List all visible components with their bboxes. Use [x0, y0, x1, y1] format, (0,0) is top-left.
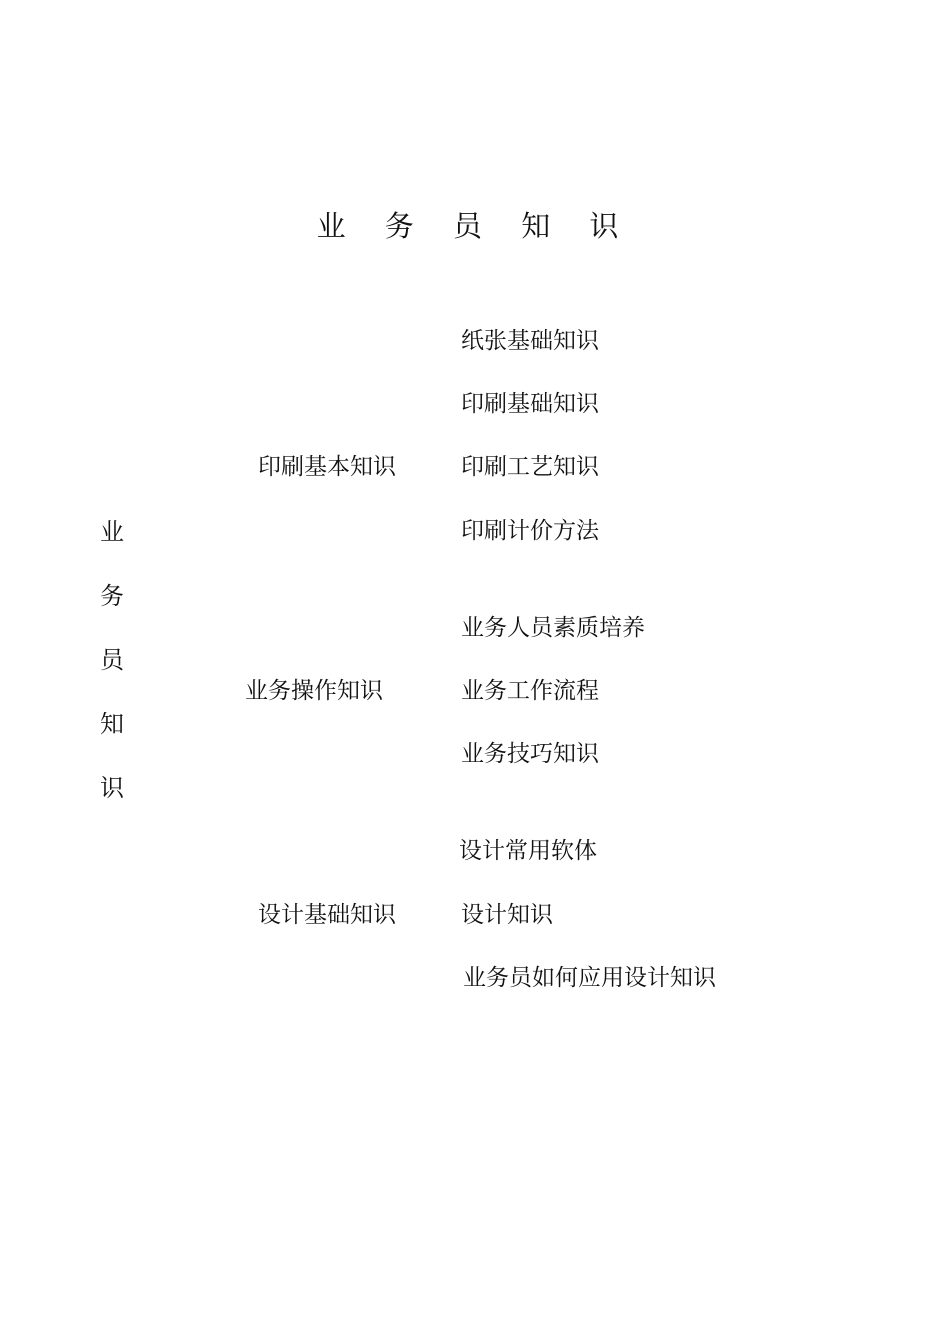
page-title: 业 务 员 知 识 [316, 209, 634, 243]
root-char: 业 [100, 518, 124, 546]
topic-item: 业务人员素质培养 [461, 615, 645, 641]
topic-item: 设计常用软体 [459, 838, 597, 864]
topic-item: 印刷计价方法 [461, 518, 599, 544]
topic-item: 印刷基础知识 [461, 391, 599, 417]
root-char: 务 [100, 582, 124, 610]
category-label: 业务操作知识 [245, 678, 383, 704]
topic-item: 业务工作流程 [461, 678, 599, 704]
root-char: 知 [100, 710, 124, 738]
topic-item: 设计知识 [461, 902, 553, 928]
topic-item: 纸张基础知识 [461, 328, 599, 354]
root-char: 员 [100, 646, 124, 674]
topic-item: 业务员如何应用设计知识 [463, 965, 716, 991]
category-label: 设计基础知识 [258, 902, 396, 928]
category-label: 印刷基本知识 [258, 454, 396, 480]
topic-item: 印刷工艺知识 [461, 454, 599, 480]
root-char: 识 [100, 774, 124, 802]
topic-item: 业务技巧知识 [461, 741, 599, 767]
